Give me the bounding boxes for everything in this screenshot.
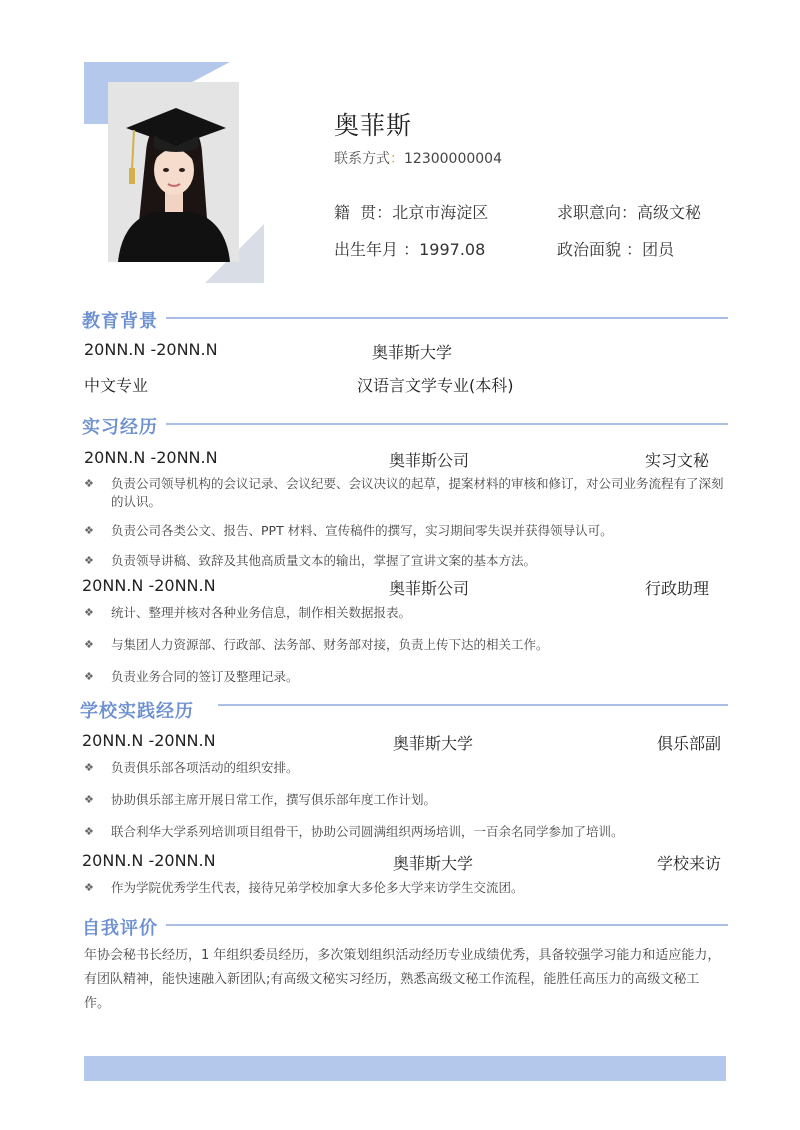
practice-role: 俱乐部副: [657, 734, 722, 753]
diamond-bullet-icon: ❖: [84, 554, 94, 567]
native-label: 籍 贯：: [334, 203, 393, 222]
section-title-internship: 实习经历: [82, 417, 158, 438]
bullet-text: 联合利华大学系列培训项目组骨干，协助公司圆满组织两场培训，一百余名同学参加了培训。: [111, 824, 624, 839]
job-period: 20NN.N -20NN.N: [84, 448, 218, 467]
bullet-text: 协助俱乐部主席开展日常工作，撰写俱乐部年度工作计划。: [111, 792, 437, 807]
section-title-practice: 学校实践经历: [80, 701, 194, 722]
bullet-text: 作为学院优秀学生代表，接待兄弟学校加拿大多伦多大学来访学生交流团。: [111, 880, 524, 895]
section-divider: [166, 423, 728, 425]
job-company: 奥菲斯公司: [389, 579, 470, 598]
bullet-text: 负责领导讲稿、致辞及其他高质量文本的输出，掌握了宣讲文案的基本方法。: [111, 553, 537, 568]
diamond-bullet-icon: ❖: [84, 524, 94, 537]
practice-org: 奥菲斯大学: [393, 854, 474, 873]
list-item: [84, 522, 727, 540]
political-status: [557, 237, 674, 260]
politics-value: 团员: [642, 240, 675, 259]
contact-line: [334, 148, 502, 168]
list-item: [84, 823, 727, 841]
diamond-bullet-icon: ❖: [84, 638, 94, 651]
job-role: 实习文秘: [645, 451, 710, 470]
graduate-portrait-image: [108, 82, 239, 262]
contact-label: 联系方式: [334, 151, 390, 167]
section-title-self-evaluation: 自我评价: [82, 918, 158, 939]
job-intent: [557, 200, 701, 223]
politics-label: 政治面貌 ：: [557, 240, 643, 259]
native-value: 北京市海淀区: [392, 203, 489, 222]
practice-period: 20NN.N -20NN.N: [82, 731, 216, 750]
list-item: [84, 475, 727, 511]
bullet-text: 负责公司领导机构的会议记录、会议纪要、会议决议的起草，提案材料的审核和修订，对公司业务流程有了深刻的认识。: [111, 476, 724, 509]
list-item: [84, 552, 727, 570]
section-title-education: 教育背景: [82, 311, 158, 332]
diamond-bullet-icon: ❖: [84, 881, 94, 894]
bullet-text: 统计、整理并核对各种业务信息，制作相关数据报表。: [111, 605, 412, 620]
footer-bar: [84, 1056, 726, 1081]
list-item: [84, 879, 727, 897]
contact-separator: ：: [390, 151, 404, 167]
job-role: 行政助理: [645, 579, 710, 598]
profile-photo: [108, 82, 239, 262]
self-evaluation-text: 年协会秘书长经历，1 年组织委员经历，多次策划组织活动经历专业成绩优秀，具备较强学习能力和适应能力，有团队精神，能快速融入新团队;有高级文秘实习经历，熟悉高级文秘工作流程，能胜任高压力的高级文秘工作。: [84, 948, 721, 1011]
list-item: [84, 791, 727, 809]
diamond-bullet-icon: ❖: [84, 606, 94, 619]
bullet-text: 与集团人力资源部、行政部、法务部、财务部对接，负责上传下达的相关工作。: [111, 637, 549, 652]
birth-label: 出生年月 ：: [334, 240, 420, 259]
bullet-text: 负责业务合同的签订及整理记录。: [111, 669, 299, 684]
birth-value: 1997.08: [419, 240, 486, 259]
practice-period: 20NN.N -20NN.N: [82, 851, 216, 870]
section-divider: [166, 924, 728, 926]
intent-label: 求职意向：: [557, 203, 638, 222]
section-divider: [166, 317, 728, 319]
bullet-text: 负责公司各类公文、报告、PPT 材料、宣传稿件的撰写，实习期间零失误并获得领导认可。: [111, 523, 613, 538]
education-school: 奥菲斯大学: [372, 343, 453, 362]
practice-org: 奥菲斯大学: [393, 734, 474, 753]
diamond-bullet-icon: ❖: [84, 477, 94, 490]
education-major: 中文专业: [84, 376, 149, 395]
education-degree: 汉语言文学专业(本科): [357, 376, 514, 395]
birth-date: [334, 237, 485, 260]
list-item: [84, 668, 727, 686]
job-company: 奥菲斯公司: [389, 451, 470, 470]
bullet-text: 负责俱乐部各项活动的组织安排。: [111, 760, 299, 775]
diamond-bullet-icon: ❖: [84, 793, 94, 806]
list-item: [84, 604, 727, 622]
candidate-name: 奥菲斯: [334, 111, 413, 140]
list-item: [84, 636, 727, 654]
diamond-bullet-icon: ❖: [84, 761, 94, 774]
contact-phone: 12300000004: [404, 151, 502, 167]
list-item: [84, 759, 727, 777]
job-period: 20NN.N -20NN.N: [82, 576, 216, 595]
intent-value: 高级文秘: [637, 203, 702, 222]
section-divider: [218, 704, 728, 706]
diamond-bullet-icon: ❖: [84, 670, 94, 683]
education-period: 20NN.N -20NN.N: [84, 340, 218, 359]
native-place: [334, 200, 488, 223]
practice-role: 学校来访: [657, 854, 722, 873]
diamond-bullet-icon: ❖: [84, 825, 94, 838]
